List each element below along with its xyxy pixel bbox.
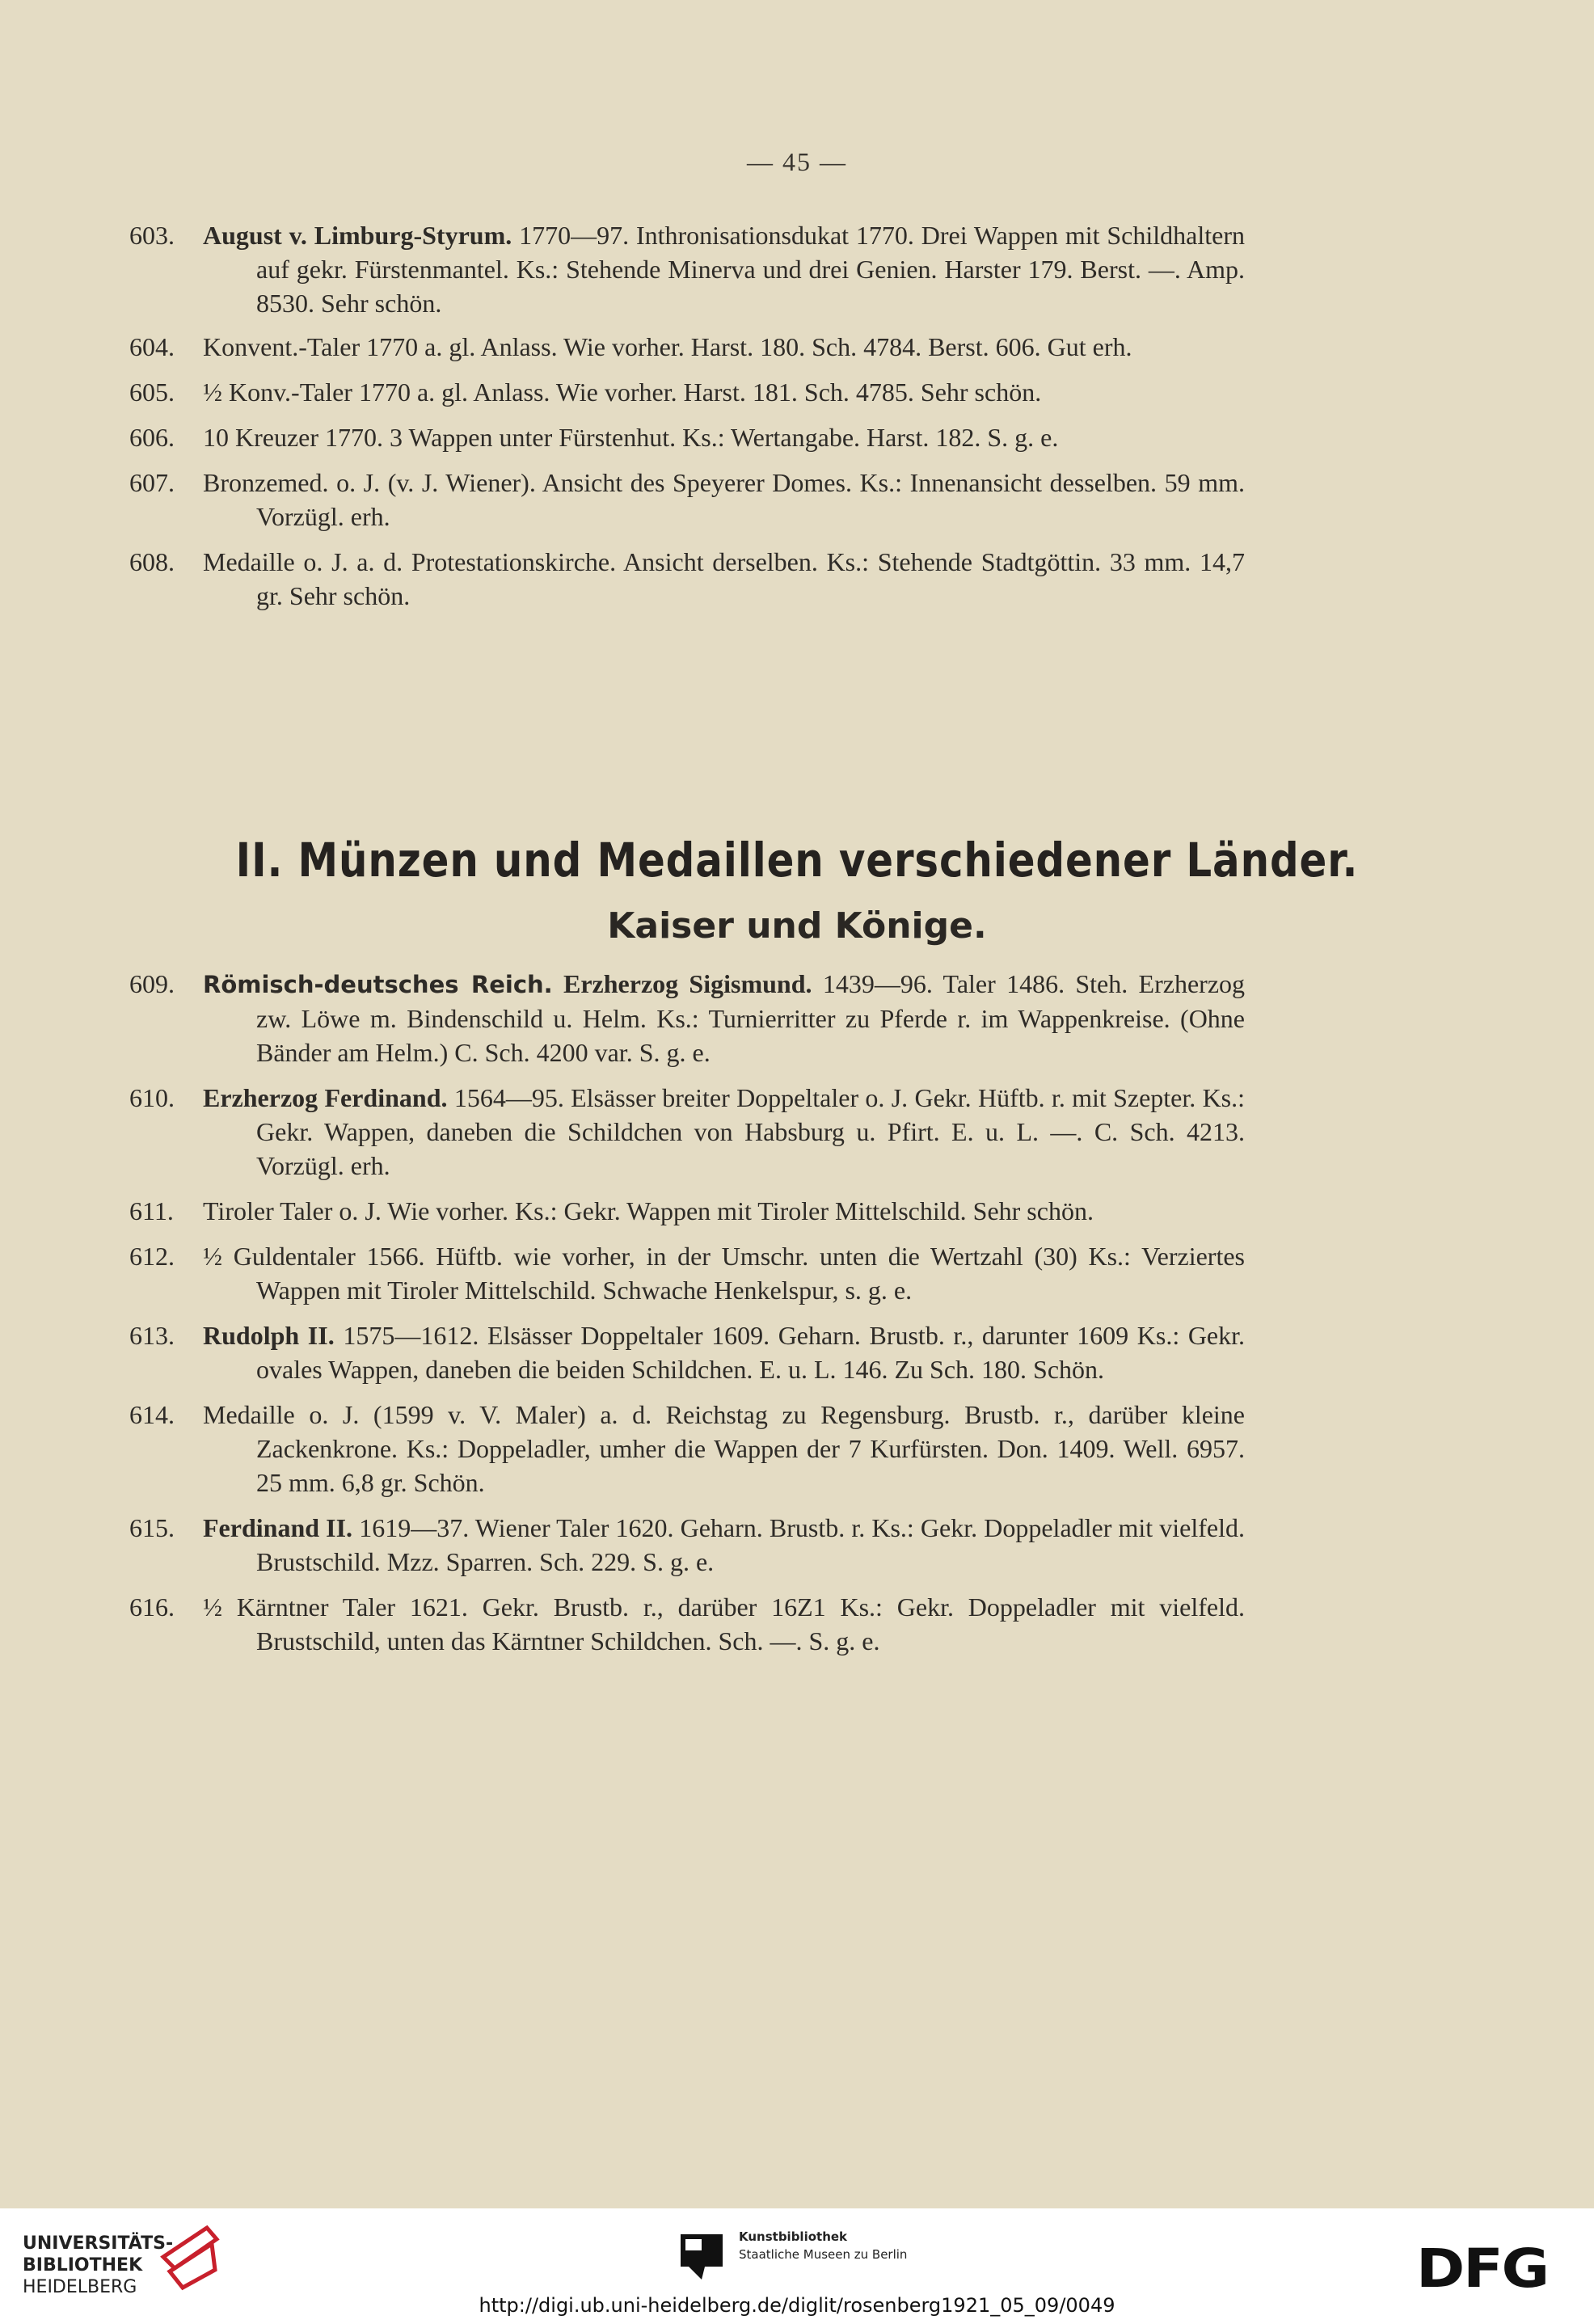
heidelberg-mark-icon xyxy=(158,2221,223,2291)
entry-text: 10 Kreuzer 1770. 3 Wappen unter Fürstenhut. Ks.: Wertangabe. Harst. 182. S. g. e. xyxy=(203,423,1059,452)
entry-number: 610. xyxy=(129,1083,175,1112)
kunstbibliothek-mark-icon xyxy=(677,2231,726,2281)
entry-number: 612. xyxy=(129,1242,175,1271)
catalog-entry xyxy=(129,218,1245,320)
catalog-entry xyxy=(129,1081,1245,1183)
entry-ruler: Rudolph II. xyxy=(203,1321,335,1350)
catalog-entry xyxy=(129,545,1245,613)
entry-number: 615. xyxy=(129,1513,175,1542)
entry-text: 1575—1612. Elsässer Doppeltaler 1609. Geharn. Brustb. r., darunter 1609 Ks.: Gekr. ovales Wappen, daneben die beiden Schildchen. E. u. L. 146. Zu Sch. 180. Schön. xyxy=(256,1321,1246,1384)
entry-text: Bronzemed. o. J. (v. J. Wiener). Ansicht des Speyerer Domes. Ks.: Innenansicht desselben. 59 mm. Vorzügl. erh. xyxy=(203,468,1245,531)
entry-number: 613. xyxy=(129,1321,175,1350)
section-heading: II. Münzen und Medaillen verschiedener Länder. xyxy=(235,833,1359,888)
entry-ruler: Ferdinand II. xyxy=(203,1513,353,1542)
entry-ruler: Erzherzog Ferdinand. xyxy=(203,1083,448,1112)
entry-number: 605. xyxy=(129,377,175,407)
catalog-entries-top xyxy=(129,218,1245,613)
dfg-logo[interactable]: DFG xyxy=(1416,2238,1548,2300)
catalog-entry xyxy=(129,1511,1245,1579)
entry-text: Tiroler Taler o. J. Wie vorher. Ks.: Gekr. Wappen mit Tiroler Mittelschild. Sehr schön. xyxy=(203,1196,1094,1225)
entry-number: 616. xyxy=(129,1592,175,1622)
kunstbibliothek-logo[interactable] xyxy=(739,2228,907,2263)
catalog-entry xyxy=(129,1194,1245,1228)
entry-number: 609. xyxy=(129,969,175,998)
catalog-entry xyxy=(129,420,1245,454)
kb-logo-line: Kunstbibliothek xyxy=(739,2229,848,2244)
entry-text: 1564—95. Elsässer breiter Doppeltaler o. J. Gekr. Hüftb. r. mit Szepter. Ks.: Gekr. Wappen, daneben die Schildchen von Habsburg u. Pfirt. E. u. L. —. C. Sch. 4213. Vorzügl. erh. xyxy=(256,1083,1246,1180)
entry-text: Medaille o. J. (1599 v. V. Maler) a. d. Reichstag zu Regensburg. Brustb. r., darüber kleine Zackenkrone. Ks.: Doppeladler, umher die Wappen der 7 Kurfürsten. Don. 1409. Well. 6957. 25 mm. 6,8 gr. Schön. xyxy=(203,1400,1245,1497)
entry-text: 1770—97. Inthronisationsdukat 1770. Drei Wappen mit Schildhaltern auf gekr. Fürstenmantel. Ks.: Stehende Minerva und drei Genien. Harster 179. Berst. —. Amp. 8530. Sehr schön. xyxy=(256,221,1246,318)
kb-logo-line: Staatliche Museen zu Berlin xyxy=(739,2247,908,2262)
source-url[interactable]: http://digi.ub.uni-heidelberg.de/diglit/rosenberg1921_05_09/0049 xyxy=(479,2294,1115,2317)
entry-number: 608. xyxy=(129,547,175,576)
page-number: — 45 — xyxy=(747,147,847,176)
entry-number: 607. xyxy=(129,468,175,497)
catalog-entry xyxy=(129,967,1245,1069)
catalog-entries-bottom xyxy=(129,967,1245,1658)
entry-text: 1619—37. Wiener Taler 1620. Geharn. Brustb. r. Ks.: Gekr. Doppeladler mit vielfeld. Brustschild. Mzz. Sparren. Sch. 229. S. g. e. xyxy=(256,1513,1246,1576)
entry-number: 611. xyxy=(129,1196,174,1225)
entry-text: ½ Guldentaler 1566. Hüftb. wie vorher, in der Umschr. unten die Wertzahl (30) Ks.: Verziertes Wappen mit Tiroler Mittelschild. Schwache Henkelspur, s. g. e. xyxy=(203,1242,1245,1305)
uni-logo-line: UNIVERSITÄTS- xyxy=(23,2233,174,2254)
catalog-entry xyxy=(129,466,1245,534)
catalog-entry xyxy=(129,375,1245,409)
entry-text: Medaille o. J. a. d. Protestationskirche. Ansicht derselben. Ks.: Stehende Stadtgöttin. 33 mm. 14,7 gr. Sehr schön. xyxy=(203,547,1245,610)
uni-logo-line: HEIDELBERG xyxy=(23,2277,137,2297)
catalog-entry xyxy=(129,1239,1245,1307)
catalog-entry xyxy=(129,1398,1245,1499)
uni-logo-line: BIBLIOTHEK xyxy=(23,2255,143,2275)
catalog-entry xyxy=(129,330,1245,364)
entry-text: ½ Kärntner Taler 1621. Gekr. Brustb. r., darüber 16Z1 Ks.: Gekr. Doppeladler mit vielfeld. Brustschild, unten das Kärntner Schildchen. Sch. —. S. g. e. xyxy=(203,1592,1245,1655)
entry-ruler: August v. Limburg-Styrum. xyxy=(203,221,512,250)
university-library-logo[interactable] xyxy=(23,2233,173,2298)
entry-number: 603. xyxy=(129,221,175,250)
entry-text: Konvent.-Taler 1770 a. gl. Anlass. Wie vorher. Harst. 180. Sch. 4784. Berst. 606. Gut erh. xyxy=(203,332,1132,361)
entry-number: 614. xyxy=(129,1400,175,1429)
catalog-entry xyxy=(129,1318,1245,1386)
entry-realm: Römisch-deutsches Reich. xyxy=(203,971,553,998)
entry-number: 604. xyxy=(129,332,175,361)
catalog-entry xyxy=(129,1590,1245,1658)
entry-number: 606. xyxy=(129,423,175,452)
sub-heading: Kaiser und Könige. xyxy=(607,905,987,947)
entry-ruler: Erzherzog Sigismund. xyxy=(563,969,812,998)
entry-text: 1439—96. Taler 1486. Steh. Erzherzog zw. Löwe m. Bindenschild u. Helm. Ks.: Turnierritter zu Pferde r. im Wappenkreise. (Ohne Bänder am Helm.) C. Sch. 4200 var. S. g. e. xyxy=(256,969,1246,1067)
entry-text: ½ Konv.-Taler 1770 a. gl. Anlass. Wie vorher. Harst. 181. Sch. 4785. Sehr schön. xyxy=(203,377,1042,407)
